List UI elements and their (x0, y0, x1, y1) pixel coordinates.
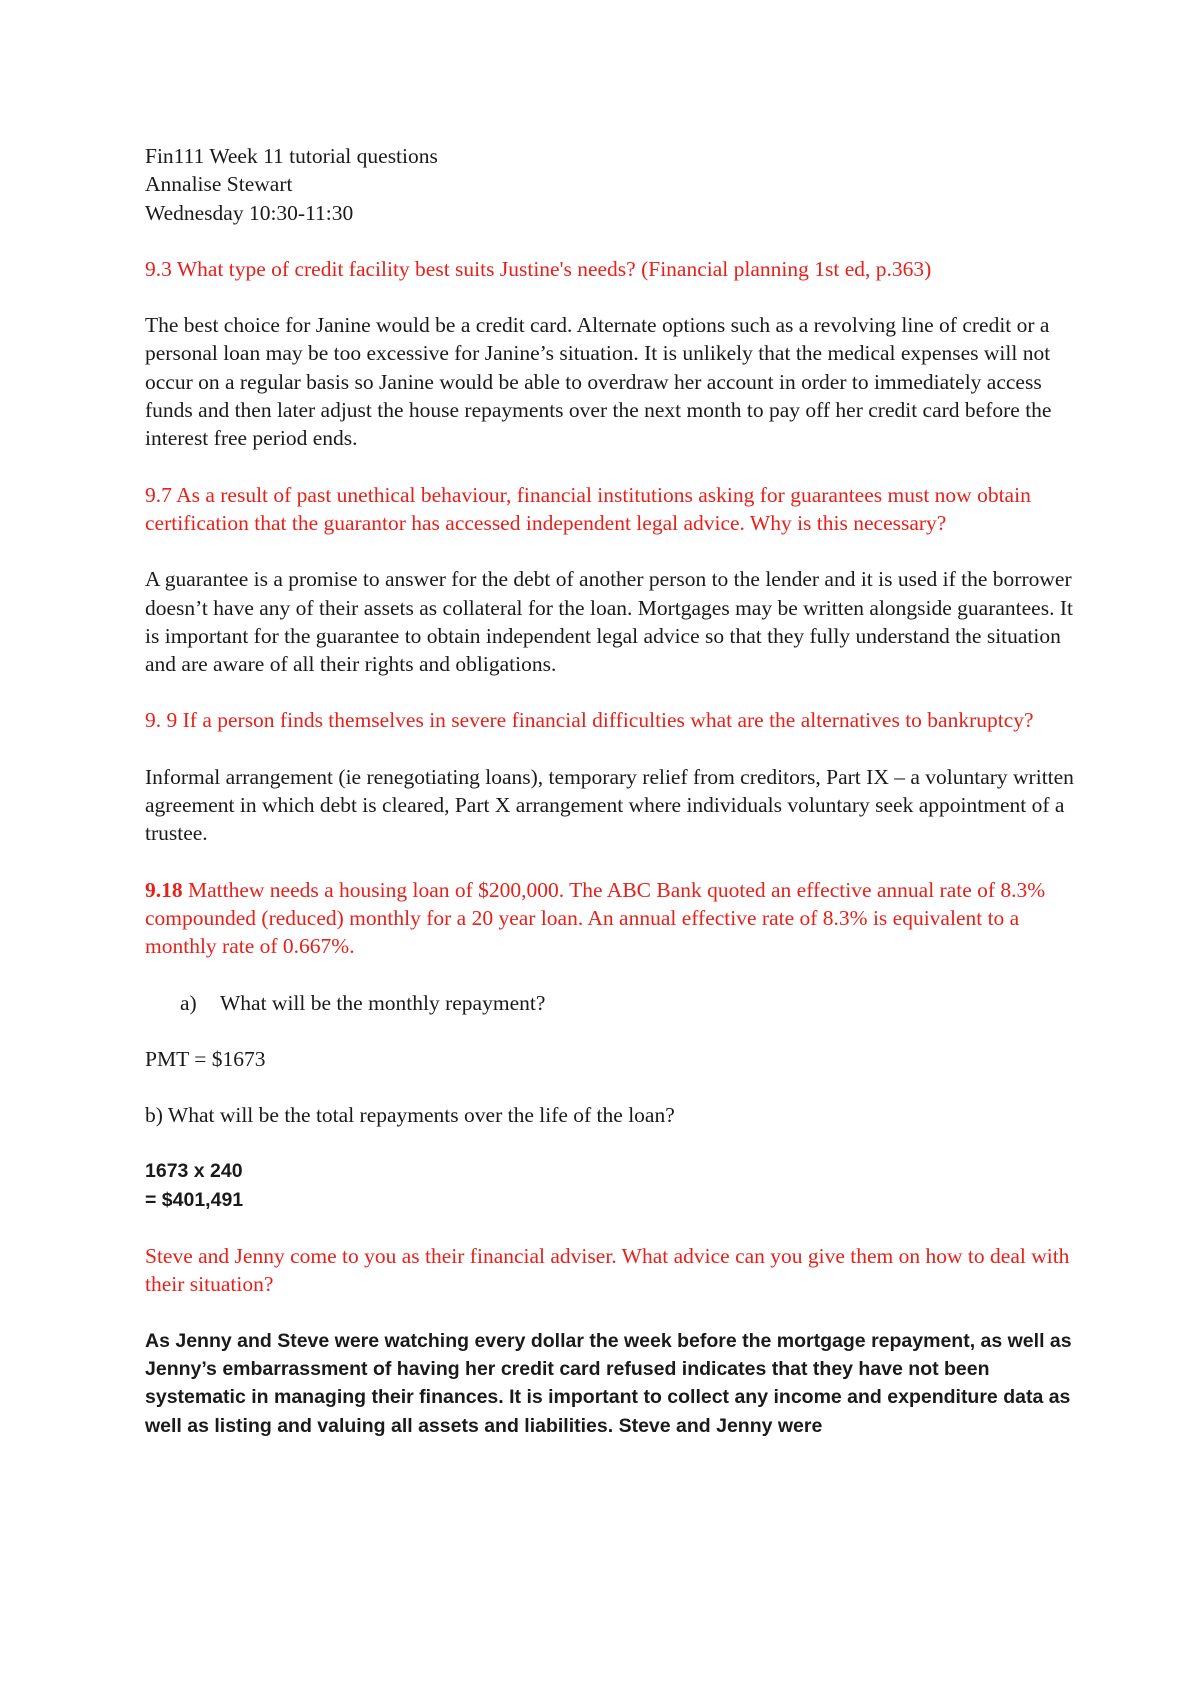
question-9-18-part-b: b) What will be the total repayments over the life of the loan? (145, 1103, 675, 1128)
question-9-18-part-a (145, 989, 1080, 1017)
answer-part-b-result: = $401,491 (145, 1188, 244, 1211)
question-9-18-number: 9.18 (145, 877, 183, 902)
document-header (145, 142, 1080, 227)
document-title: Fin111 Week 11 tutorial questions (145, 144, 438, 168)
answer-part-a: PMT = $1673 (145, 1046, 266, 1071)
question-9-7: 9.7 As a result of past unethical behaviour, financial institutions asking for guarantees must now obtain certification that the guarantor has accessed independent legal advice. Why is this necessary? (145, 482, 1031, 535)
question-9-3: 9.3 What type of credit facility best suits Justine's needs? (Financial planning 1st ed, p.363) (145, 256, 932, 281)
session-time: Wednesday 10:30-11:30 (145, 200, 354, 225)
answer-9-3: The best choice for Janine would be a credit card. Alternate options such as a revolving line of credit or a personal loan may be too excessive for Janine’s situation. It is unlikely that the medical expenses will not occur on a regular basis so Janine would be able to overdraw her account in order to immediately access funds and then later adjust the house repayments over the next month to pay off her credit card before the interest free period ends. (145, 313, 1052, 451)
answer-9-7: A guarantee is a promise to answer for the debt of another person to the lender and it is used if the borrower doesn’t have any of their assets as collateral for the loan. Mortgages may be written alongside guarantees. It is important for the guarantee to obtain independent legal advice so that they fully understand the situation and are aware of all their rights and obligations. (145, 567, 1073, 677)
question-steve-jenny: Steve and Jenny come to you as their financial adviser. What advice can you give them on how to deal with their situation? (145, 1244, 1070, 1297)
answer-steve-jenny: As Jenny and Steve were watching every dollar the week before the mortgage repayment, as well as Jenny’s embarrassment of having her credit card refused indicates that they have not been systematic in managing their finances. It is important to collect any income and expenditure data as well as listing and valuing all assets and liabilities. Steve and Jenny were (145, 1329, 1072, 1437)
question-9-18-text: Matthew needs a housing loan of $200,000. The ABC Bank quoted an effective annual rate of 8.3% compounded (reduced) monthly for a 20 year loan. An annual effective rate of 8.3% is equivalent to a monthly rate of 0.667%. (145, 877, 1046, 959)
author-name: Annalise Stewart (145, 172, 293, 197)
question-9-9: 9. 9 If a person finds themselves in severe financial difficulties what are the alternatives to bankruptcy? (145, 708, 1034, 733)
document-page (145, 142, 1080, 1468)
answer-part-b (145, 1157, 1080, 1214)
question-9-18 (145, 876, 1080, 961)
answer-9-9: Informal arrangement (ie renegotiating loans), temporary relief from creditors, Part IX – a voluntary written agreement in which debt is cleared, Part X arrangement where individuals voluntary seek appointment of a trustee. (145, 764, 1074, 846)
part-a-text: What will be the monthly repayment? (220, 990, 546, 1015)
answer-part-b-calc: 1673 x 240 (145, 1160, 243, 1183)
list-marker: a) (180, 990, 197, 1015)
